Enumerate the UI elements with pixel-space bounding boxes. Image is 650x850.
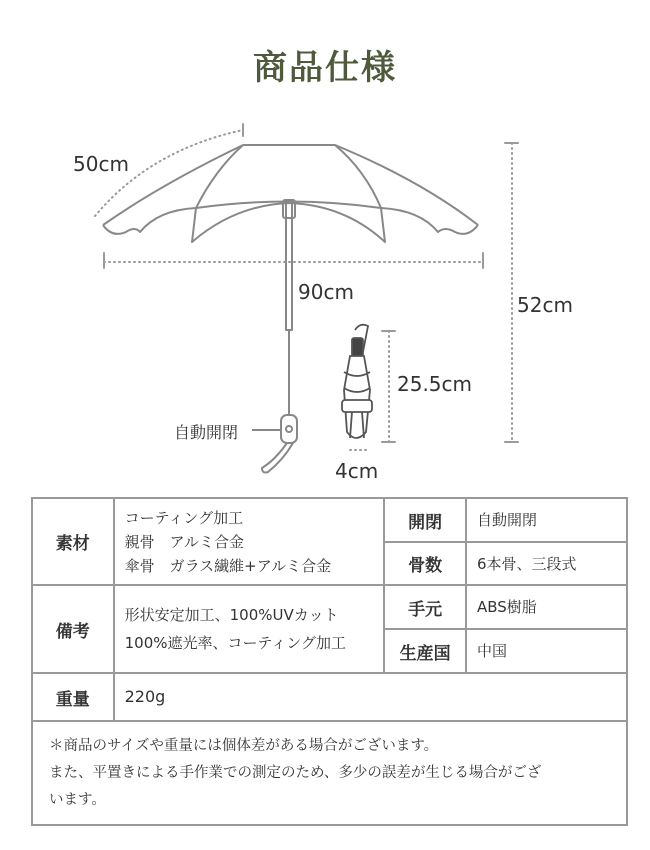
disclaimer-line: また、平置きによる手作業での測定のため、多少の誤差が生じる場合がござ (49, 764, 542, 781)
material-line: コーティング加工 (124, 508, 244, 527)
material-line: 親骨 アルミ合金 (124, 532, 245, 551)
open-width-label: 90cm (298, 280, 354, 304)
folded-width-label: 4cm (335, 459, 379, 483)
notes-line: 100%遮光率、コーティング加工 (124, 634, 346, 652)
ribs-value: 6本骨、三段式 (466, 542, 627, 585)
ribs-label: 骨数 (384, 542, 466, 585)
material-line: 傘骨 ガラス繊維+アルミ合金 (124, 556, 332, 575)
origin-label: 生産国 (384, 629, 466, 673)
weight-value: 220g (114, 673, 627, 721)
disclaimer (32, 721, 627, 825)
canopy-arc-label: 50cm (73, 152, 129, 176)
umbrella-handle (281, 415, 297, 443)
notes-value (114, 585, 385, 673)
origin-value: 中国 (466, 629, 627, 673)
opening-label: 開閉 (384, 498, 466, 542)
notes-label: 備考 (32, 585, 114, 673)
disclaimer-line: ＊商品のサイズや重量には個体差がある場合がございます。 (49, 737, 439, 754)
notes-line: 形状安定加工、100%UVカット (124, 606, 339, 624)
folded-umbrella (342, 325, 372, 438)
handle-strap (262, 443, 293, 473)
handle-callout-label: 自動開閉 (174, 423, 239, 442)
open-umbrella (103, 145, 478, 473)
weight-label: 重量 (32, 673, 114, 721)
page-title: 商品仕様 (253, 48, 397, 88)
handle-material-label: 手元 (384, 585, 466, 629)
canopy-top (243, 145, 478, 225)
material-value (114, 498, 385, 585)
folded-length-label: 25.5cm (397, 372, 473, 396)
handle-material-value: ABS樹脂 (466, 585, 627, 629)
canopy-inner-line (196, 202, 381, 209)
opening-value: 自動開閉 (466, 498, 627, 542)
canopy-rib-left (196, 145, 243, 208)
disclaimer-line: います。 (49, 791, 106, 808)
material-label: 素材 (32, 498, 114, 585)
total-length-label: 52cm (517, 293, 573, 317)
umbrella-shaft (286, 200, 292, 330)
spec-table (31, 497, 628, 826)
canopy-scallop (103, 203, 478, 242)
